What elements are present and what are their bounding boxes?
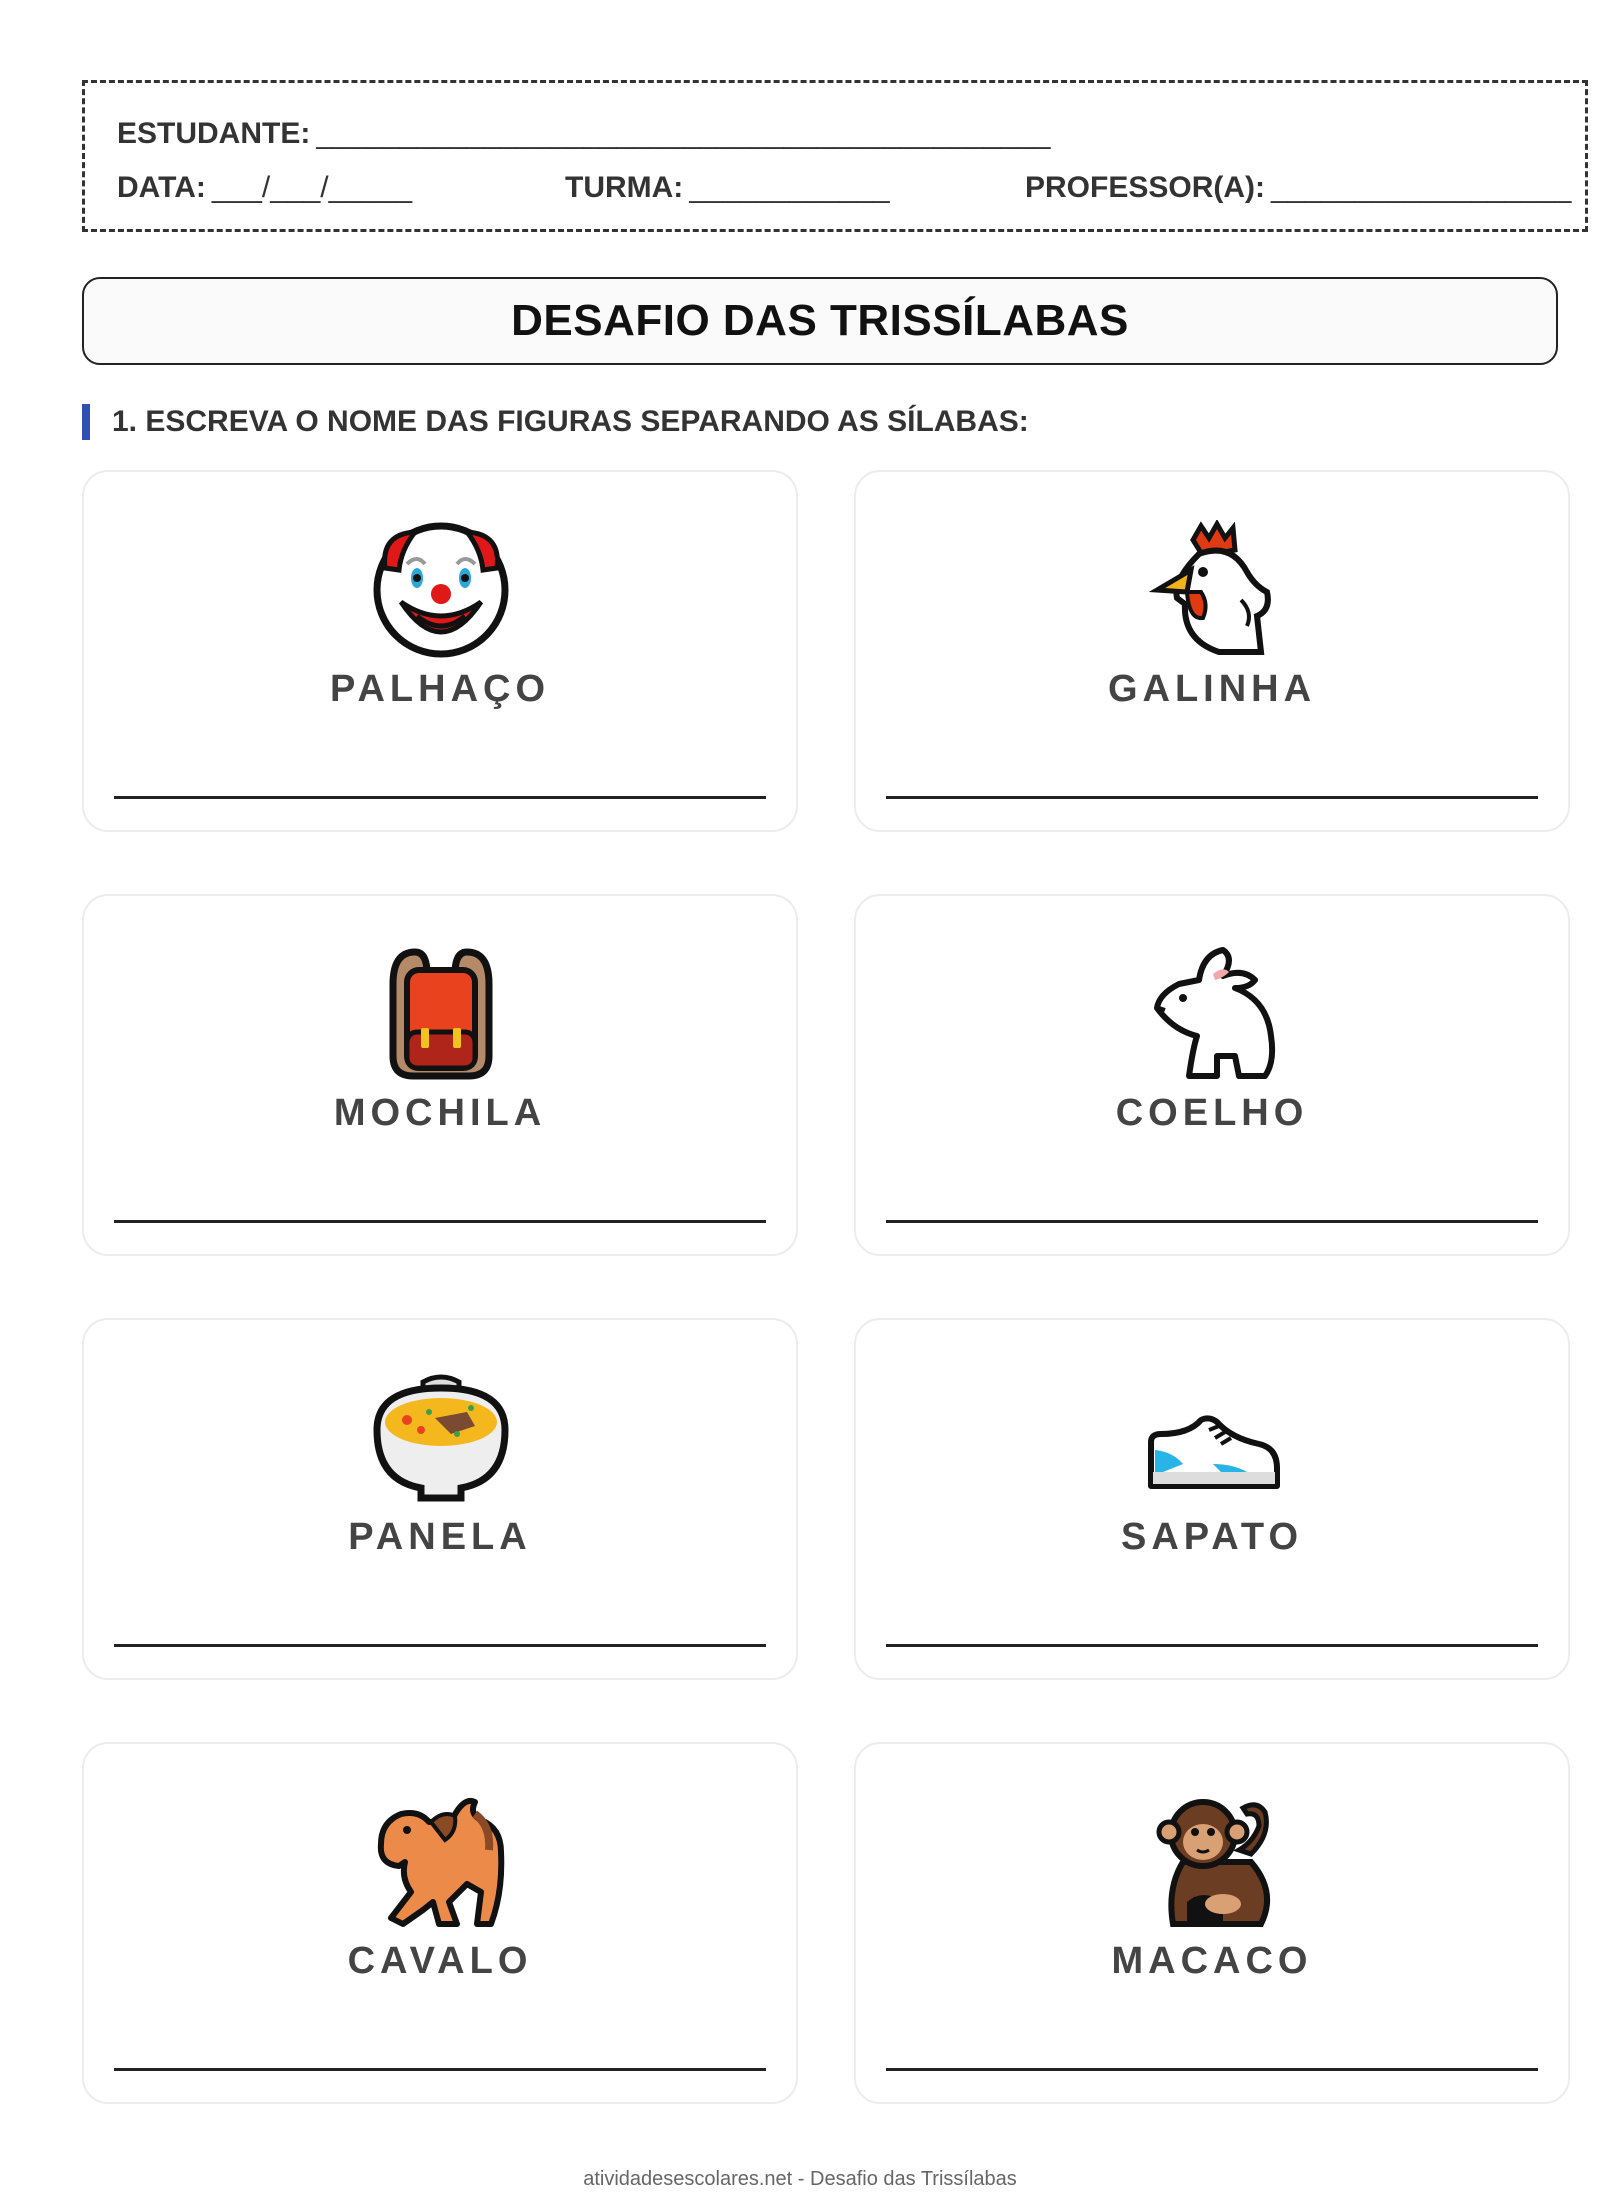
chicken-icon [1143,520,1283,660]
word-label: COELHO [1115,1092,1309,1134]
word-label: MACACO [1111,1940,1313,1982]
answer-line[interactable] [114,2068,766,2071]
footer-text: atividadesescolares.net - Desafio das Trissílabas [583,2168,1017,2190]
date-line [117,171,412,205]
page-title: DESAFIO DAS TRISSÍLABAS [511,296,1129,345]
class-label: TURMA: [565,171,684,204]
student-label: ESTUDANTE: [117,117,311,150]
title-banner [82,277,1558,365]
student-name-blank[interactable]: ____________________________________________ [316,117,1051,150]
word-label: PALHAÇO [329,668,551,710]
word-label: MOCHILA [333,1092,547,1134]
rabbit-icon [1143,944,1283,1084]
teacher-line [1025,171,1571,205]
card-sapato [854,1318,1570,1680]
card-coelho [854,894,1570,1256]
class-line [565,171,890,205]
student-line [117,117,1050,151]
date-blank[interactable]: ___/___/_____ [211,171,413,204]
card-panela [82,1318,798,1680]
word-label: GALINHA [1107,668,1317,710]
answer-line[interactable] [886,796,1538,799]
shoe-icon [1143,1368,1283,1508]
answer-line[interactable] [114,1644,766,1647]
word-label: SAPATO [1120,1516,1304,1558]
class-blank[interactable]: ____________ [689,171,890,204]
backpack-icon [371,944,511,1084]
word-label: CAVALO [347,1940,533,1982]
question-accent-bar [82,404,90,440]
monkey-icon [1143,1792,1283,1932]
question-heading [82,404,1029,440]
answer-line[interactable] [886,1220,1538,1223]
word-label: PANELA [348,1516,532,1558]
student-info-box [82,80,1588,232]
teacher-blank[interactable]: __________________ [1271,171,1572,204]
clown-icon [371,520,511,660]
card-galinha [854,470,1570,832]
card-cavalo [82,1742,798,2104]
answer-line[interactable] [886,2068,1538,2071]
question-text: 1. ESCREVA O NOME DAS FIGURAS SEPARANDO AS SÍLABAS: [112,405,1029,438]
teacher-label: PROFESSOR(A): [1025,171,1265,204]
card-palhaco [82,470,798,832]
pot-icon [371,1368,511,1508]
date-label: DATA: [117,171,206,204]
card-macaco [854,1742,1570,2104]
answer-line[interactable] [886,1644,1538,1647]
answer-line[interactable] [114,1220,766,1223]
answer-line[interactable] [114,796,766,799]
card-mochila [82,894,798,1256]
horse-icon [371,1792,511,1932]
